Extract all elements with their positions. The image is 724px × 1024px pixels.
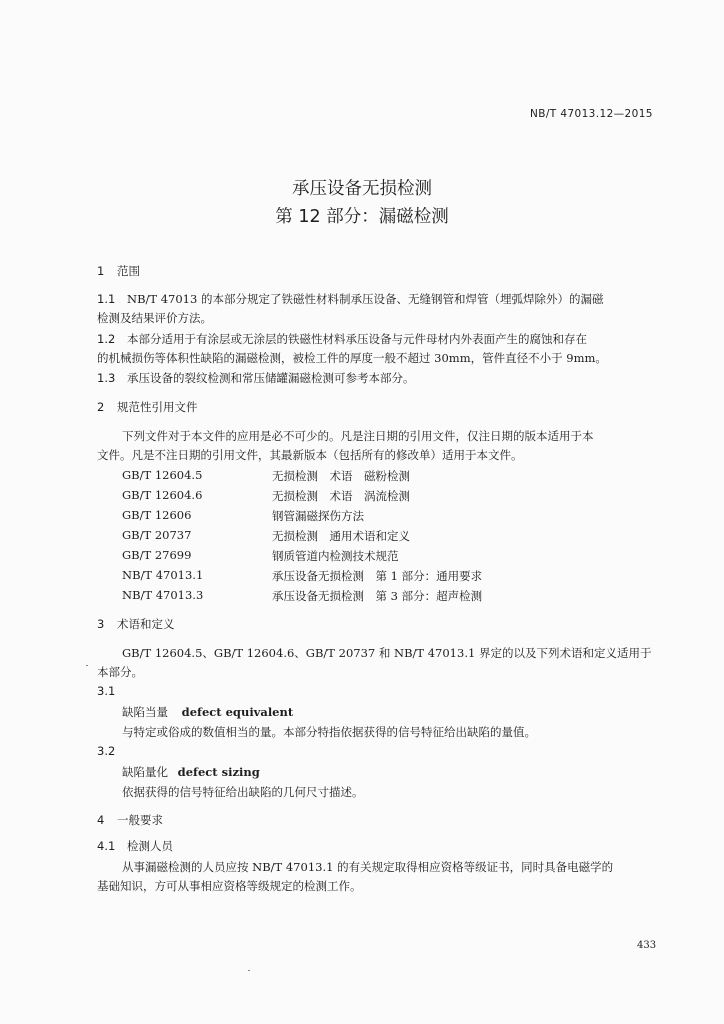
reference-code: GB/T 12604.5 [122,468,203,482]
term-3-2 [122,764,260,780]
term-en: defect sizing [177,765,260,779]
section-3-intro: GB/T 12604.5、GB/T 12604.6、GB/T 20737 和 NB/T 47013.1 界定的以及下列术语和定义适用于 [122,646,652,660]
section-3-intro-continued: 本部分。 [97,665,143,679]
term-3-1 [122,704,293,720]
scan-speck [86,665,88,666]
document-title: 承压设备无损检测 [292,179,432,199]
clause-1-1-continued: 检测及结果评价方法。 [97,311,212,325]
reference-code: GB/T 27699 [122,548,192,562]
term-3-2-definition: 依据获得的信号特征给出缺陷的几何尺寸描述。 [122,785,364,799]
section-4-heading [97,812,163,828]
section-number: 1 [97,264,105,278]
term-en: defect equivalent [181,705,294,719]
reference-code: GB/T 12604.6 [122,488,203,502]
clause-number: 4.1 [97,839,116,853]
reference-title: 无损检测 术语 磁粉检测 [272,469,410,483]
clause-text: NB/T 47013 的本部分规定了铁磁性材料制承压设备、无缝钢管和焊管（埋弧焊除外）的漏磁 [127,292,604,306]
section-title: 术语和定义 [117,617,175,631]
clause-4-1-text: 从事漏磁检测的人员应按 NB/T 47013.1 的有关规定取得相应资格等级证书，同时具备电磁学的 [122,860,614,874]
reference-title: 承压设备无损检测 第 3 部分：超声检测 [272,589,483,603]
section-2-intro: 下列文件对于本文件的应用是必不可少的。凡是注日期的引用文件，仅注日期的版本适用于本 [122,429,594,443]
term-3-1-definition: 与特定或俗成的数值相当的量。本部分特指依据获得的信号特征给出缺陷的量值。 [122,725,536,739]
reference-title: 无损检测 通用术语和定义 [272,529,410,543]
section-title: 一般要求 [117,813,163,827]
reference-code: GB/T 12606 [122,508,192,522]
term-cn: 缺陷量化 [122,765,168,779]
clause-text: 承压设备的裂纹检测和常压储罐漏磁检测可参考本部分。 [127,371,415,385]
term-3-1-number: 3.1 [97,684,116,698]
section-title: 范围 [117,264,140,278]
clause-4-1-heading [97,838,173,854]
reference-code: NB/T 47013.3 [122,588,204,602]
clause-4-1-text-continued: 基础知识，方可从事相应资格等级规定的检测工作。 [97,879,362,893]
section-3-heading [97,616,175,632]
term-cn: 缺陷当量 [122,705,168,719]
document-part-title: 第 12 部分：漏磁检测 [275,207,449,227]
reference-title: 无损检测 术语 涡流检测 [272,489,410,503]
section-number: 4 [97,813,105,827]
section-1-heading [97,263,140,279]
reference-title: 承压设备无损检测 第 1 部分：通用要求 [272,569,483,583]
reference-code: GB/T 20737 [122,528,192,542]
clause-1-1 [97,291,603,307]
reference-title: 钢管漏磁探伤方法 [272,509,364,523]
clause-1-2 [97,331,587,347]
section-title: 规范性引用文件 [117,400,198,414]
reference-title: 钢质管道内检测技术规范 [272,549,399,563]
page-number: 433 [637,940,657,951]
clause-number: 1.3 [97,371,116,385]
standard-code: NB/T 47013.12—2015 [530,108,653,120]
clause-number: 1.1 [97,292,116,306]
scan-speck [248,970,250,971]
section-2-intro-continued: 文件。凡是不注日期的引用文件，其最新版本（包括所有的修改单）适用于本文件。 [97,448,523,462]
clause-1-3 [97,370,415,386]
term-3-2-number: 3.2 [97,744,116,758]
section-number: 3 [97,617,105,631]
section-2-heading [97,399,198,415]
reference-code: NB/T 47013.1 [122,568,204,582]
clause-title: 检测人员 [127,839,173,853]
clause-number: 1.2 [97,332,116,346]
clause-text: 本部分适用于有涂层或无涂层的铁磁性材料承压设备与元件母材内外表面产生的腐蚀和存在 [127,332,587,346]
section-number: 2 [97,400,105,414]
clause-1-2-continued: 的机械损伤等体积性缺陷的漏磁检测，被检工件的厚度一般不超过 30mm，管件直径不小于 9mm。 [97,351,607,365]
